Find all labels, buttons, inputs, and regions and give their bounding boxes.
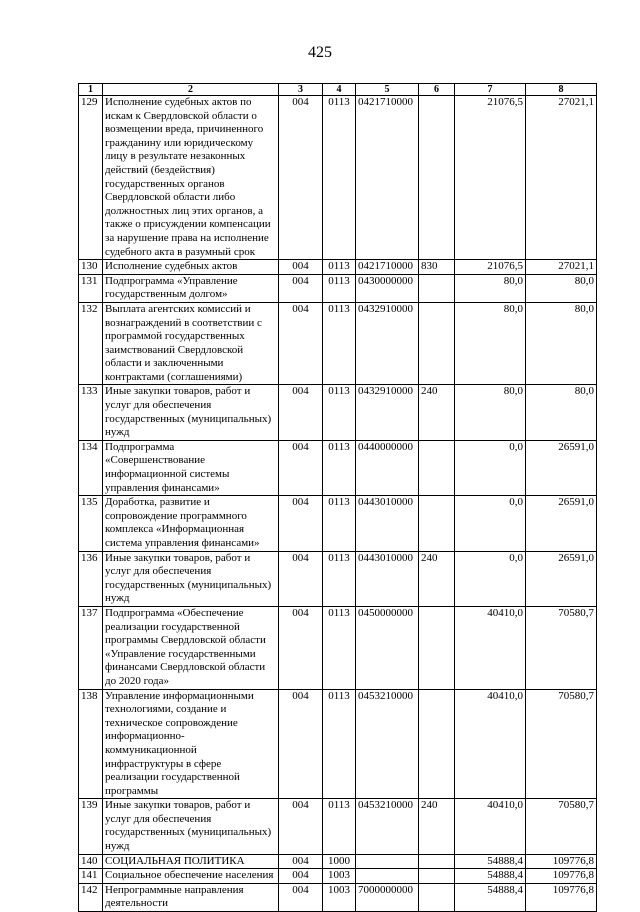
amount-year-1: 0,0 bbox=[455, 440, 526, 495]
ministry-code: 004 bbox=[279, 96, 323, 260]
section-code: 1000 bbox=[323, 854, 356, 869]
row-name: Выплата агентских комиссий и вознаграждений в соответствии с программой государственных заимствований Свердловской области и заключенными контрактами (соглашениями) bbox=[103, 302, 279, 385]
section-code: 0113 bbox=[323, 689, 356, 799]
section-code: 0113 bbox=[323, 260, 356, 275]
table-row bbox=[79, 440, 597, 495]
expense-type-code bbox=[419, 440, 455, 495]
expense-type-code: 240 bbox=[419, 799, 455, 854]
table-row bbox=[79, 854, 597, 869]
column-header: 5 bbox=[356, 84, 419, 96]
section-code: 0113 bbox=[323, 496, 356, 551]
table-row bbox=[79, 689, 597, 799]
amount-year-2: 109776,8 bbox=[526, 854, 597, 869]
row-number: 139 bbox=[79, 799, 103, 854]
target-article-code: 0432910000 bbox=[356, 302, 419, 385]
section-code: 1003 bbox=[323, 869, 356, 884]
section-code: 0113 bbox=[323, 274, 356, 302]
row-name: Подпрограмма «Управление государственным долгом» bbox=[103, 274, 279, 302]
expense-type-code bbox=[419, 606, 455, 689]
row-number: 134 bbox=[79, 440, 103, 495]
target-article-code: 0432910000 bbox=[356, 385, 419, 440]
amount-year-1: 54888,4 bbox=[455, 883, 526, 911]
row-name: Непрограммные направления деятельности bbox=[103, 883, 279, 911]
column-header: 8 bbox=[526, 84, 597, 96]
amount-year-1: 21076,5 bbox=[455, 96, 526, 260]
column-header: 7 bbox=[455, 84, 526, 96]
expense-type-code bbox=[419, 96, 455, 260]
row-number: 142 bbox=[79, 883, 103, 911]
expense-type-code bbox=[419, 274, 455, 302]
expense-type-code bbox=[419, 689, 455, 799]
section-code: 0113 bbox=[323, 799, 356, 854]
budget-table bbox=[78, 83, 597, 912]
expense-type-code bbox=[419, 883, 455, 911]
target-article-code bbox=[356, 854, 419, 869]
column-header: 4 bbox=[323, 84, 356, 96]
expense-type-code: 240 bbox=[419, 551, 455, 606]
target-article-code: 0440000000 bbox=[356, 440, 419, 495]
amount-year-2: 80,0 bbox=[526, 385, 597, 440]
ministry-code: 004 bbox=[279, 274, 323, 302]
section-code: 0113 bbox=[323, 385, 356, 440]
ministry-code: 004 bbox=[279, 869, 323, 884]
target-article-code: 0443010000 bbox=[356, 551, 419, 606]
table-row bbox=[79, 869, 597, 884]
page-number: 425 bbox=[308, 44, 332, 61]
target-article-code: 0421710000 bbox=[356, 260, 419, 275]
row-number: 133 bbox=[79, 385, 103, 440]
table-row bbox=[79, 551, 597, 606]
expense-type-code bbox=[419, 854, 455, 869]
section-code: 0113 bbox=[323, 440, 356, 495]
amount-year-1: 21076,5 bbox=[455, 260, 526, 275]
row-name: Подпрограмма «Совершенствование информационной системы управления финансами» bbox=[103, 440, 279, 495]
amount-year-1: 80,0 bbox=[455, 385, 526, 440]
target-article-code: 0443010000 bbox=[356, 496, 419, 551]
row-name: Исполнение судебных актов bbox=[103, 260, 279, 275]
row-number: 137 bbox=[79, 606, 103, 689]
table-row bbox=[79, 302, 597, 385]
row-name: Иные закупки товаров, работ и услуг для обеспечения государственных (муниципальных) нужд bbox=[103, 385, 279, 440]
amount-year-2: 70580,7 bbox=[526, 606, 597, 689]
ministry-code: 004 bbox=[279, 854, 323, 869]
row-name: СОЦИАЛЬНАЯ ПОЛИТИКА bbox=[103, 854, 279, 869]
amount-year-1: 40410,0 bbox=[455, 606, 526, 689]
expense-type-code bbox=[419, 869, 455, 884]
table-row bbox=[79, 385, 597, 440]
header-row bbox=[79, 84, 597, 96]
amount-year-1: 40410,0 bbox=[455, 689, 526, 799]
amount-year-1: 54888,4 bbox=[455, 869, 526, 884]
target-article-code: 0453210000 bbox=[356, 799, 419, 854]
table-row bbox=[79, 883, 597, 911]
target-article-code: 0430000000 bbox=[356, 274, 419, 302]
ministry-code: 004 bbox=[279, 551, 323, 606]
table-row bbox=[79, 260, 597, 275]
row-name: Подпрограмма «Обеспечение реализации государственной программы Свердловской области «Управление государственными финансами Свердловской области до 2020 года» bbox=[103, 606, 279, 689]
expense-type-code bbox=[419, 496, 455, 551]
ministry-code: 004 bbox=[279, 440, 323, 495]
amount-year-1: 54888,4 bbox=[455, 854, 526, 869]
column-header: 2 bbox=[103, 84, 279, 96]
amount-year-2: 80,0 bbox=[526, 274, 597, 302]
target-article-code: 7000000000 bbox=[356, 883, 419, 911]
row-name: Управление информационными технологиями, создание и техническое сопровождение информационно-коммуникационной инфраструктуры в сфере реализации государственной программы bbox=[103, 689, 279, 799]
row-name: Социальное обеспечение населения bbox=[103, 869, 279, 884]
expense-type-code: 830 bbox=[419, 260, 455, 275]
ministry-code: 004 bbox=[279, 606, 323, 689]
amount-year-2: 26591,0 bbox=[526, 551, 597, 606]
section-code: 0113 bbox=[323, 96, 356, 260]
amount-year-1: 0,0 bbox=[455, 551, 526, 606]
amount-year-2: 109776,8 bbox=[526, 883, 597, 911]
row-name: Иные закупки товаров, работ и услуг для обеспечения государственных (муниципальных) нужд bbox=[103, 551, 279, 606]
amount-year-1: 80,0 bbox=[455, 302, 526, 385]
row-number: 132 bbox=[79, 302, 103, 385]
amount-year-1: 80,0 bbox=[455, 274, 526, 302]
row-number: 140 bbox=[79, 854, 103, 869]
row-number: 138 bbox=[79, 689, 103, 799]
ministry-code: 004 bbox=[279, 496, 323, 551]
amount-year-2: 70580,7 bbox=[526, 689, 597, 799]
amount-year-2: 27021,1 bbox=[526, 96, 597, 260]
amount-year-1: 40410,0 bbox=[455, 799, 526, 854]
section-code: 0113 bbox=[323, 551, 356, 606]
row-name: Исполнение судебных актов по искам к Свердловской области о возмещении вреда, причиненного гражданину или юридическому лицу в результате незаконных действий (бездействия) государственных органов Свердловской области либо должностных лиц этих органов, а также о присуждении компенсации за нарушение права на исполнение судебного акта в разумный срок bbox=[103, 96, 279, 260]
section-code: 0113 bbox=[323, 302, 356, 385]
amount-year-2: 70580,7 bbox=[526, 799, 597, 854]
target-article-code bbox=[356, 869, 419, 884]
row-number: 129 bbox=[79, 96, 103, 260]
target-article-code: 0450000000 bbox=[356, 606, 419, 689]
expense-type-code bbox=[419, 302, 455, 385]
ministry-code: 004 bbox=[279, 302, 323, 385]
amount-year-2: 27021,1 bbox=[526, 260, 597, 275]
table-row bbox=[79, 496, 597, 551]
ministry-code: 004 bbox=[279, 689, 323, 799]
section-code: 1003 bbox=[323, 883, 356, 911]
row-number: 136 bbox=[79, 551, 103, 606]
section-code: 0113 bbox=[323, 606, 356, 689]
table-row bbox=[79, 606, 597, 689]
row-number: 135 bbox=[79, 496, 103, 551]
target-article-code: 0453210000 bbox=[356, 689, 419, 799]
row-name: Иные закупки товаров, работ и услуг для обеспечения государственных (муниципальных) нужд bbox=[103, 799, 279, 854]
row-number: 141 bbox=[79, 869, 103, 884]
expense-type-code: 240 bbox=[419, 385, 455, 440]
target-article-code: 0421710000 bbox=[356, 96, 419, 260]
amount-year-2: 26591,0 bbox=[526, 440, 597, 495]
row-name: Доработка, развитие и сопровождение программного комплекса «Информационная система управления финансами» bbox=[103, 496, 279, 551]
row-number: 130 bbox=[79, 260, 103, 275]
ministry-code: 004 bbox=[279, 799, 323, 854]
table-row bbox=[79, 799, 597, 854]
column-header: 1 bbox=[79, 84, 103, 96]
amount-year-2: 109776,8 bbox=[526, 869, 597, 884]
row-number: 131 bbox=[79, 274, 103, 302]
amount-year-2: 26591,0 bbox=[526, 496, 597, 551]
ministry-code: 004 bbox=[279, 260, 323, 275]
column-header: 3 bbox=[279, 84, 323, 96]
amount-year-2: 80,0 bbox=[526, 302, 597, 385]
ministry-code: 004 bbox=[279, 883, 323, 911]
amount-year-1: 0,0 bbox=[455, 496, 526, 551]
table-row bbox=[79, 96, 597, 260]
table-row bbox=[79, 274, 597, 302]
column-header: 6 bbox=[419, 84, 455, 96]
ministry-code: 004 bbox=[279, 385, 323, 440]
